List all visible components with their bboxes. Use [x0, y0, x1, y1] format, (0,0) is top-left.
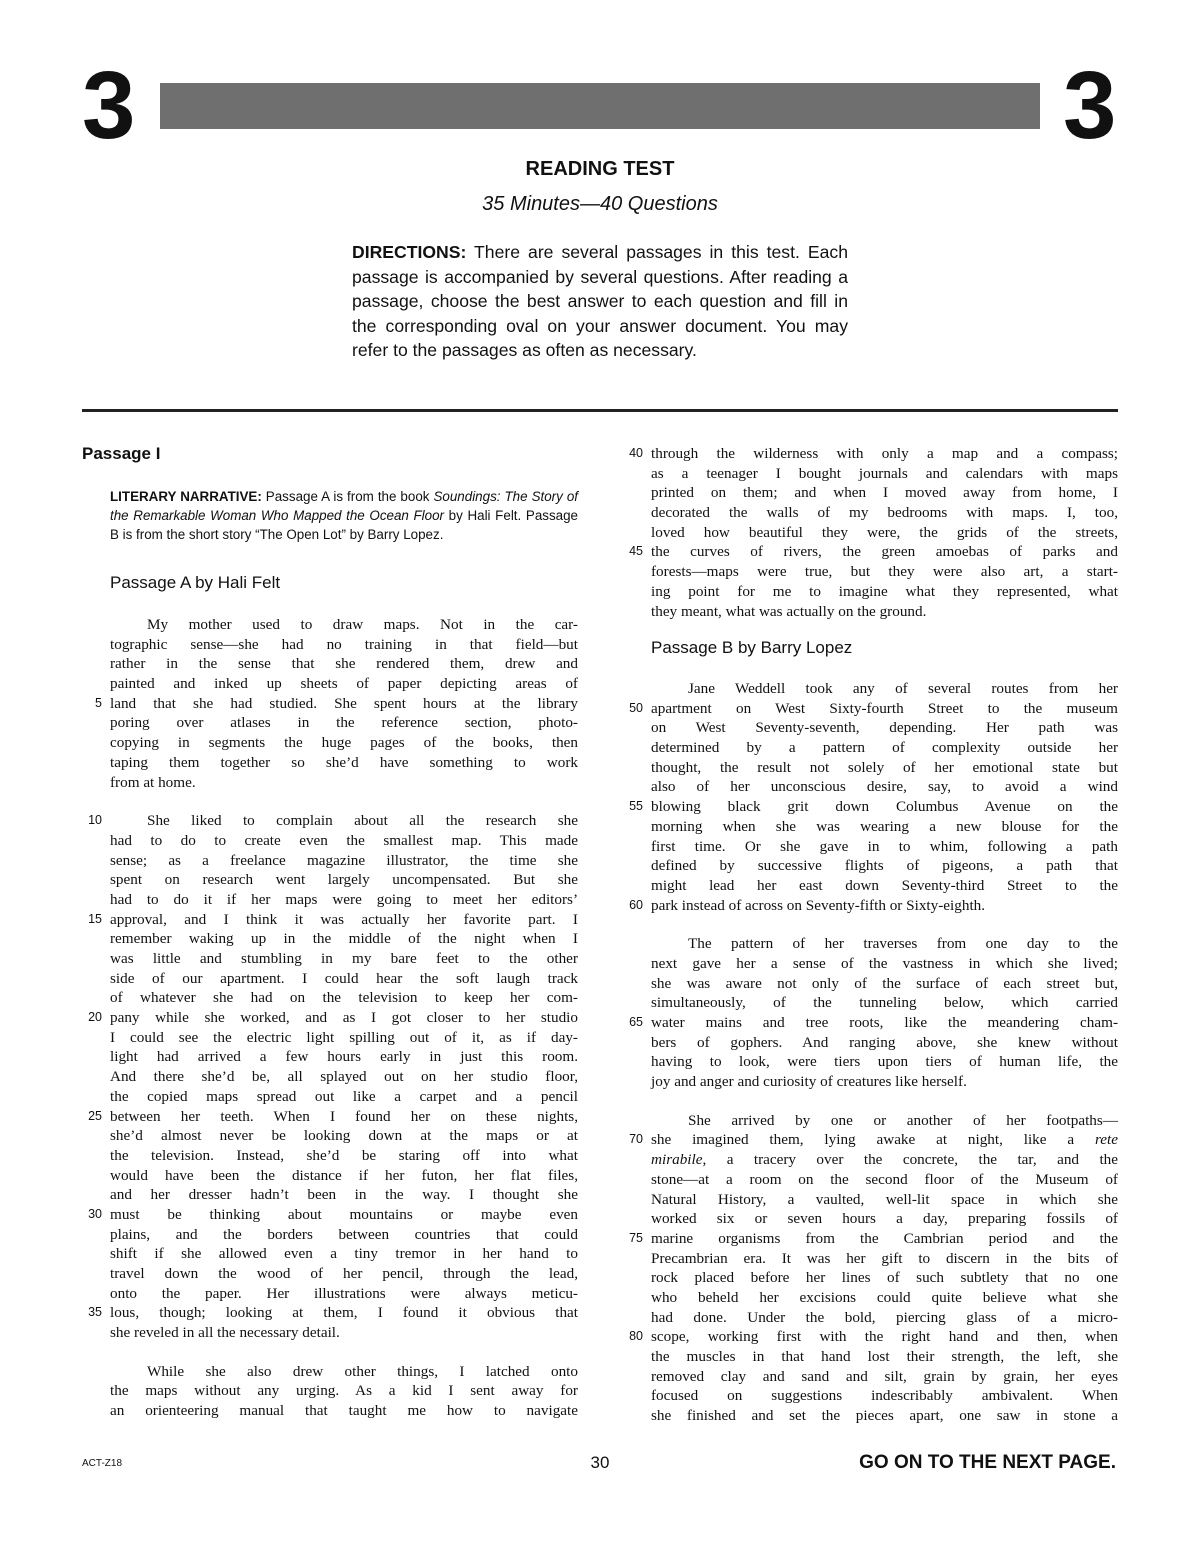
line-content: approval, and I think it was actually her favorite part. I	[110, 910, 578, 928]
text-line	[651, 1288, 1118, 1308]
italic-term: mirabile	[651, 1151, 703, 1169]
text-line	[110, 713, 578, 733]
line-content: lous, though; looking at them, I found it obvious that	[110, 1304, 578, 1322]
line-number: 75	[629, 1230, 643, 1245]
line-content: who beheld her excisions could quite believe what she	[651, 1288, 1118, 1306]
text-line	[110, 851, 578, 871]
line-text	[110, 1323, 578, 1343]
line-content: rather in the sense that she rendered them, drew and	[110, 655, 578, 673]
line-number: 80	[629, 1329, 643, 1344]
line-content: spent on research went largely uncompensated. But she	[110, 871, 578, 889]
directions-text: There are several passages in this test. Each passage is accompanied by several questions. After reading a passage, choose the best answer to each question and fill in the corresponding oval on your answer document. You may refer to the passages as often as necessary.	[352, 242, 848, 360]
line-number: 35	[88, 1305, 102, 1320]
line-content: on West Seventy-seventh, depending. Her path was	[651, 719, 1118, 737]
line-content: onto the paper. Her illustrations were always meticu-	[110, 1284, 578, 1302]
line-text	[651, 718, 1118, 738]
line-text	[110, 1381, 578, 1401]
line-text	[651, 1209, 1118, 1229]
line-text	[110, 1146, 578, 1166]
line-text	[110, 831, 578, 851]
text-line	[651, 523, 1118, 543]
text-line	[110, 1401, 578, 1421]
line-text	[651, 602, 1118, 622]
line-text	[110, 694, 578, 714]
line-content: she reveled in all the necessary detail.	[110, 1324, 340, 1342]
line-content: marine organisms from the Cambrian period and the	[651, 1229, 1118, 1247]
line-text	[110, 615, 578, 635]
line-content: worked six or seven hours a day, preparing fossils of	[651, 1210, 1118, 1228]
passage-label: Passage I	[82, 444, 161, 463]
line-text	[110, 851, 578, 871]
text-line	[651, 1052, 1118, 1072]
line-content: land that she had studied. She spent hours at the library	[110, 694, 578, 712]
line-content: they meant, what was actually on the ground.	[651, 602, 927, 620]
line-text	[110, 969, 578, 989]
line-content: had to do it if her maps were going to meet her editors’	[110, 890, 578, 908]
line-content: removed clay and sand and silt, grain by grain, her eyes	[651, 1367, 1118, 1385]
text-line	[651, 1033, 1118, 1053]
section-divider	[82, 409, 1118, 412]
text-line	[110, 674, 578, 694]
text-line	[110, 1362, 578, 1382]
line-text	[651, 1386, 1118, 1406]
line-content: And there she’d be, all splayed out on her studio floor,	[110, 1068, 578, 1086]
line-text	[110, 929, 578, 949]
line-text	[651, 1268, 1118, 1288]
line-text	[651, 444, 1118, 464]
line-text	[110, 1284, 578, 1304]
line-number: 25	[88, 1108, 102, 1123]
text-line	[110, 988, 578, 1008]
text-line	[110, 870, 578, 890]
line-text	[110, 773, 578, 793]
line-content: poring over atlases in the reference section, photo-	[110, 714, 578, 732]
line-text	[651, 523, 1118, 543]
line-content: park instead of across on Seventy-fifth or Sixty-eighth.	[651, 896, 986, 914]
line-content: from at home.	[110, 773, 196, 791]
paragraph-gap	[110, 1343, 578, 1362]
text-line	[88, 910, 578, 930]
page-number: 30	[590, 1453, 610, 1472]
line-text	[110, 1185, 578, 1205]
text-line	[629, 1327, 1118, 1347]
line-text	[651, 1052, 1118, 1072]
line-text	[110, 1362, 578, 1382]
text-line	[651, 1386, 1118, 1406]
paragraph-gap	[651, 915, 1118, 934]
text-line	[651, 1150, 1118, 1170]
line-content: joy and anger and curiosity of creatures like herself.	[651, 1073, 967, 1091]
line-text	[110, 1205, 578, 1225]
line-content: the copied maps spread out like a carpet and a pencil	[110, 1087, 578, 1105]
line-content: having to look, were tiers upon tiers of human life, the	[651, 1053, 1118, 1071]
text-line	[651, 758, 1118, 778]
line-content: simultaneously, of the tunneling below, which carried	[651, 994, 1118, 1012]
text-line	[651, 1347, 1118, 1367]
text-line	[651, 582, 1118, 602]
line-content: focused on suggestions indescribably ambivalent. When	[651, 1387, 1118, 1405]
intro-label: LITERARY NARRATIVE:	[110, 489, 262, 504]
line-text	[651, 876, 1118, 896]
text-line	[651, 1170, 1118, 1190]
line-text	[110, 1067, 578, 1087]
line-text	[110, 1303, 578, 1323]
line-text	[110, 811, 578, 831]
line-text	[110, 654, 578, 674]
text-line	[629, 1013, 1118, 1033]
line-content: painted and inked up sheets of paper depicting areas of	[110, 675, 578, 693]
line-text	[110, 870, 578, 890]
section-number-right: 3	[1063, 52, 1115, 159]
line-text	[110, 1087, 578, 1107]
line-content: defined by successive flights of pigeons, a path that	[651, 857, 1118, 875]
text-line	[629, 699, 1118, 719]
text-line	[651, 934, 1118, 954]
line-text	[651, 817, 1118, 837]
line-content: Precambrian era. It was her gift to discern in the bits of	[651, 1249, 1118, 1267]
line-content: rock placed before her lines of such subtlety that no one	[651, 1269, 1118, 1287]
line-content: stone—at a room on the second floor of the Museum of	[651, 1170, 1118, 1188]
text-line	[110, 890, 578, 910]
text-line	[651, 1308, 1118, 1328]
text-line	[110, 1284, 578, 1304]
line-number: 60	[629, 897, 643, 912]
line-content: next gave her a sense of the vastness in which she lived;	[651, 954, 1118, 972]
text-line	[651, 738, 1118, 758]
line-text	[651, 993, 1118, 1013]
section-number-left: 3	[82, 52, 134, 159]
line-text	[651, 562, 1118, 582]
line-text	[651, 1072, 1118, 1092]
line-content: The pattern of her traverses from one day to the	[688, 935, 1118, 953]
line-number: 70	[629, 1132, 643, 1147]
line-content: travel down the wood of her pencil, through the lead,	[110, 1265, 578, 1282]
line-content: she imagined them, lying awake at night, like a	[651, 1131, 1095, 1149]
text-line	[651, 1209, 1118, 1229]
text-line	[88, 1303, 578, 1323]
line-text	[651, 1170, 1118, 1190]
line-text	[110, 1401, 578, 1421]
line-text	[651, 738, 1118, 758]
text-line	[651, 718, 1118, 738]
line-content: scope, working first with the right hand and then, when	[651, 1328, 1118, 1346]
line-text	[651, 1406, 1118, 1426]
line-content: pany while she worked, and as I got closer to her studio	[110, 1009, 578, 1027]
line-content: must be thinking about mountains or maybe even	[110, 1205, 578, 1223]
passage-a-left-column	[88, 615, 578, 1421]
line-number: 65	[629, 1015, 643, 1029]
line-content: the maps without any urging. As a kid I sent away for	[110, 1382, 578, 1400]
line-content: might lead her east down Seventy-third Street to the	[651, 876, 1118, 894]
text-line	[651, 602, 1118, 622]
text-line	[110, 1087, 578, 1107]
line-text	[110, 1047, 578, 1067]
text-line	[629, 797, 1118, 817]
text-line	[110, 831, 578, 851]
text-line	[110, 773, 578, 793]
line-content: ing point for me to imagine what they represented, what	[651, 582, 1118, 600]
text-line	[110, 1028, 578, 1048]
line-content: had done. Under the bold, piercing glass of a micro-	[651, 1308, 1118, 1326]
passage-a-heading: Passage A by Hali Felt	[110, 573, 281, 592]
paragraph-gap	[110, 792, 578, 811]
line-text	[110, 635, 578, 655]
line-text	[110, 1008, 578, 1028]
line-text	[651, 464, 1118, 484]
line-text	[651, 1288, 1118, 1308]
text-line	[110, 969, 578, 989]
text-line	[88, 811, 578, 831]
text-line	[651, 974, 1118, 994]
text-line	[651, 817, 1118, 837]
line-text	[651, 856, 1118, 876]
text-line	[110, 1185, 578, 1205]
line-text	[651, 1229, 1118, 1249]
text-line	[651, 954, 1118, 974]
line-text	[110, 910, 578, 930]
intro-text-1: Passage A is from the book	[261, 489, 434, 504]
line-text	[651, 542, 1118, 562]
line-content: Natural History, a vaulted, well-lit space in which she	[651, 1190, 1118, 1208]
line-content: she’d almost never be looking down at the maps or at	[110, 1127, 578, 1145]
line-text	[651, 483, 1118, 503]
text-line	[95, 694, 578, 714]
line-content: the television. Instead, she’d be staring off into what	[110, 1146, 578, 1164]
text-line	[110, 949, 578, 969]
line-text	[651, 1150, 1118, 1170]
passage-intro	[110, 487, 578, 544]
line-text	[651, 896, 1118, 916]
line-content: She liked to complain about all the research she	[147, 812, 578, 830]
text-line	[651, 1249, 1118, 1269]
text-line	[651, 856, 1118, 876]
line-content: thought, the result not solely of her emotional state but	[651, 758, 1118, 776]
text-line	[651, 993, 1118, 1013]
line-content: loved how beautiful they were, the grids of the streets,	[651, 523, 1118, 541]
line-text	[110, 1126, 578, 1146]
line-number: 5	[95, 695, 102, 710]
text-line	[629, 444, 1118, 464]
line-text	[651, 934, 1118, 954]
line-content: While she also drew other things, I latched onto	[147, 1362, 578, 1380]
intro-text-2: by Hali Felt. Passage B is from the short story “The Open Lot” by Barry Lopez.	[110, 508, 578, 542]
line-content: sense; as a freelance magazine illustrator, the time she	[110, 851, 578, 869]
header-bar	[160, 83, 1040, 129]
line-text	[110, 733, 578, 753]
line-text	[651, 1130, 1118, 1150]
line-content: Jane Weddell took any of several routes from her	[688, 680, 1118, 697]
line-text	[651, 1347, 1118, 1367]
line-content: would have been the distance if her futon, her flat files,	[110, 1166, 578, 1184]
line-text	[651, 1111, 1118, 1131]
line-text	[110, 1225, 578, 1245]
line-text	[651, 758, 1118, 778]
line-text	[110, 753, 578, 773]
line-content: apartment on West Sixty-fourth Street to the museum	[651, 699, 1118, 717]
text-line	[629, 542, 1118, 562]
line-text	[110, 1166, 578, 1186]
line-content: first time. Or she gave in to whim, following a path	[651, 837, 1118, 855]
line-content: morning when she was wearing a new blouse for the	[651, 817, 1118, 835]
text-line	[651, 503, 1118, 523]
form-code: ACT-Z18	[82, 1458, 123, 1469]
line-content: , a tracery over the concrete, the tar, and the	[702, 1151, 1118, 1169]
line-content: an orienteering manual that taught me how to navigate	[110, 1402, 578, 1420]
line-content: My mother used to draw maps. Not in the car-	[147, 616, 578, 633]
line-text	[651, 974, 1118, 994]
line-number: 40	[629, 446, 643, 460]
text-line	[629, 1229, 1118, 1249]
line-content: between her teeth. When I found her on these nights,	[110, 1107, 578, 1125]
text-line	[651, 1190, 1118, 1210]
line-text	[110, 713, 578, 733]
line-text	[651, 582, 1118, 602]
italic-term: rete	[1094, 1131, 1118, 1149]
text-line	[651, 1406, 1118, 1426]
line-text	[651, 1327, 1118, 1347]
paragraph-gap	[651, 1092, 1118, 1111]
line-text	[110, 890, 578, 910]
line-text	[110, 1264, 578, 1284]
text-line	[651, 1268, 1118, 1288]
line-content: determined by a pattern of complexity outside her	[651, 739, 1118, 757]
line-content: through the wilderness with only a map and a compass;	[651, 445, 1118, 462]
line-content: the curves of rivers, the green amoebas of parks and	[651, 543, 1118, 561]
text-line	[110, 1047, 578, 1067]
line-content: copying in segments the huge pages of the books, then	[110, 734, 578, 752]
text-line	[110, 1264, 578, 1284]
line-text	[651, 837, 1118, 857]
text-line	[651, 483, 1118, 503]
directions	[352, 240, 848, 363]
text-line	[651, 876, 1118, 896]
text-line	[629, 1130, 1118, 1150]
line-number: 50	[629, 700, 643, 715]
line-text	[110, 949, 578, 969]
test-subtitle: 35 Minutes—40 Questions	[482, 193, 718, 215]
line-number: 15	[88, 911, 102, 926]
text-line	[110, 1146, 578, 1166]
intro-book-title: Soundings: The Story of the Remarkable Woman Who Mapped the Ocean Floor	[110, 489, 578, 523]
text-line	[651, 777, 1118, 797]
text-line	[651, 1111, 1118, 1131]
text-line	[110, 1323, 578, 1343]
directions-label: DIRECTIONS:	[352, 242, 467, 262]
line-content: she finished and set the pieces apart, one saw in stone a	[651, 1407, 1118, 1425]
line-text	[110, 1244, 578, 1264]
text-line	[629, 896, 1118, 916]
passage-a-right-column	[629, 444, 1118, 621]
passage-b-heading: Passage B by Barry Lopez	[651, 638, 853, 657]
text-line	[110, 1381, 578, 1401]
line-content: light had arrived a few hours early in just this room.	[110, 1048, 578, 1066]
line-content: the muscles in that hand lost their strength, the left, she	[651, 1348, 1118, 1365]
text-line	[110, 753, 578, 773]
line-text	[651, 954, 1118, 974]
line-content: taping them together so she’d have something to work	[110, 753, 578, 771]
text-line	[110, 1244, 578, 1264]
line-content: of whatever she had on the television to keep her com-	[110, 989, 578, 1007]
line-text	[651, 777, 1118, 797]
line-content: as a teenager I bought journals and calendars with maps	[651, 464, 1118, 482]
line-number: 10	[88, 813, 102, 828]
next-page-notice: GO ON TO THE NEXT PAGE.	[859, 1452, 1116, 1473]
passage-b-column	[629, 679, 1118, 1426]
line-number: 30	[88, 1206, 102, 1221]
text-line	[651, 1072, 1118, 1092]
line-text	[651, 699, 1118, 719]
text-line	[88, 1205, 578, 1225]
line-content: printed on them; and when I moved away from home, I	[651, 484, 1118, 502]
line-content: had to do to create even the smallest map. This made	[110, 831, 578, 849]
line-text	[651, 1367, 1118, 1387]
text-line	[651, 837, 1118, 857]
line-content: I could see the electric light spilling out of it, as if day-	[110, 1028, 578, 1046]
line-text	[110, 674, 578, 694]
line-text	[651, 1308, 1118, 1328]
line-content: was little and stumbling in my bare feet to the other	[110, 950, 578, 967]
line-number: 55	[629, 799, 643, 814]
line-content: remember waking up in the middle of the night when I	[110, 930, 578, 948]
line-number: 45	[629, 544, 643, 559]
text-line	[110, 635, 578, 655]
line-content: and her dresser hadn’t been in the way. I thought she	[110, 1186, 578, 1204]
line-content: blowing black grit down Columbus Avenue on the	[651, 798, 1118, 816]
line-number: 20	[88, 1010, 102, 1025]
text-line	[110, 929, 578, 949]
line-content: side of our apartment. I could hear the soft laugh track	[110, 969, 578, 987]
line-content: water mains and tree roots, like the meandering cham-	[651, 1014, 1118, 1031]
line-text	[651, 797, 1118, 817]
line-content: decorated the walls of my bedrooms with maps. I, too,	[651, 504, 1118, 522]
line-text	[651, 679, 1118, 699]
text-line	[110, 654, 578, 674]
text-line	[651, 562, 1118, 582]
line-content: She arrived by one or another of her footpaths—	[688, 1111, 1118, 1129]
line-content: she was aware not only of the surface of each street but,	[651, 974, 1118, 992]
text-line	[110, 1126, 578, 1146]
line-text	[110, 1028, 578, 1048]
line-text	[651, 1013, 1118, 1033]
text-line	[651, 464, 1118, 484]
line-content: bers of gophers. And ranging above, she knew without	[651, 1033, 1118, 1051]
test-title: READING TEST	[525, 158, 675, 180]
text-line	[110, 1225, 578, 1245]
line-text	[110, 1107, 578, 1127]
text-line	[88, 1107, 578, 1127]
text-line	[110, 733, 578, 753]
text-line	[88, 1008, 578, 1028]
text-line	[651, 679, 1118, 699]
line-text	[651, 1190, 1118, 1210]
line-content: shift if she allowed even a tiny tremor in her hand to	[110, 1245, 578, 1263]
text-line	[651, 1367, 1118, 1387]
text-line	[110, 1067, 578, 1087]
line-content: plains, and the borders between countries that could	[110, 1225, 578, 1243]
line-text	[651, 1033, 1118, 1053]
text-line	[110, 1166, 578, 1186]
line-text	[651, 503, 1118, 523]
line-text	[110, 988, 578, 1008]
text-line	[110, 615, 578, 635]
line-content: tographic sense—she had no training in that field—but	[110, 635, 578, 653]
line-content: forests—maps were true, but they were also art, a start-	[651, 563, 1118, 581]
line-content: also of her unconscious desire, say, to avoid a wind	[651, 778, 1118, 796]
line-text	[651, 1249, 1118, 1269]
